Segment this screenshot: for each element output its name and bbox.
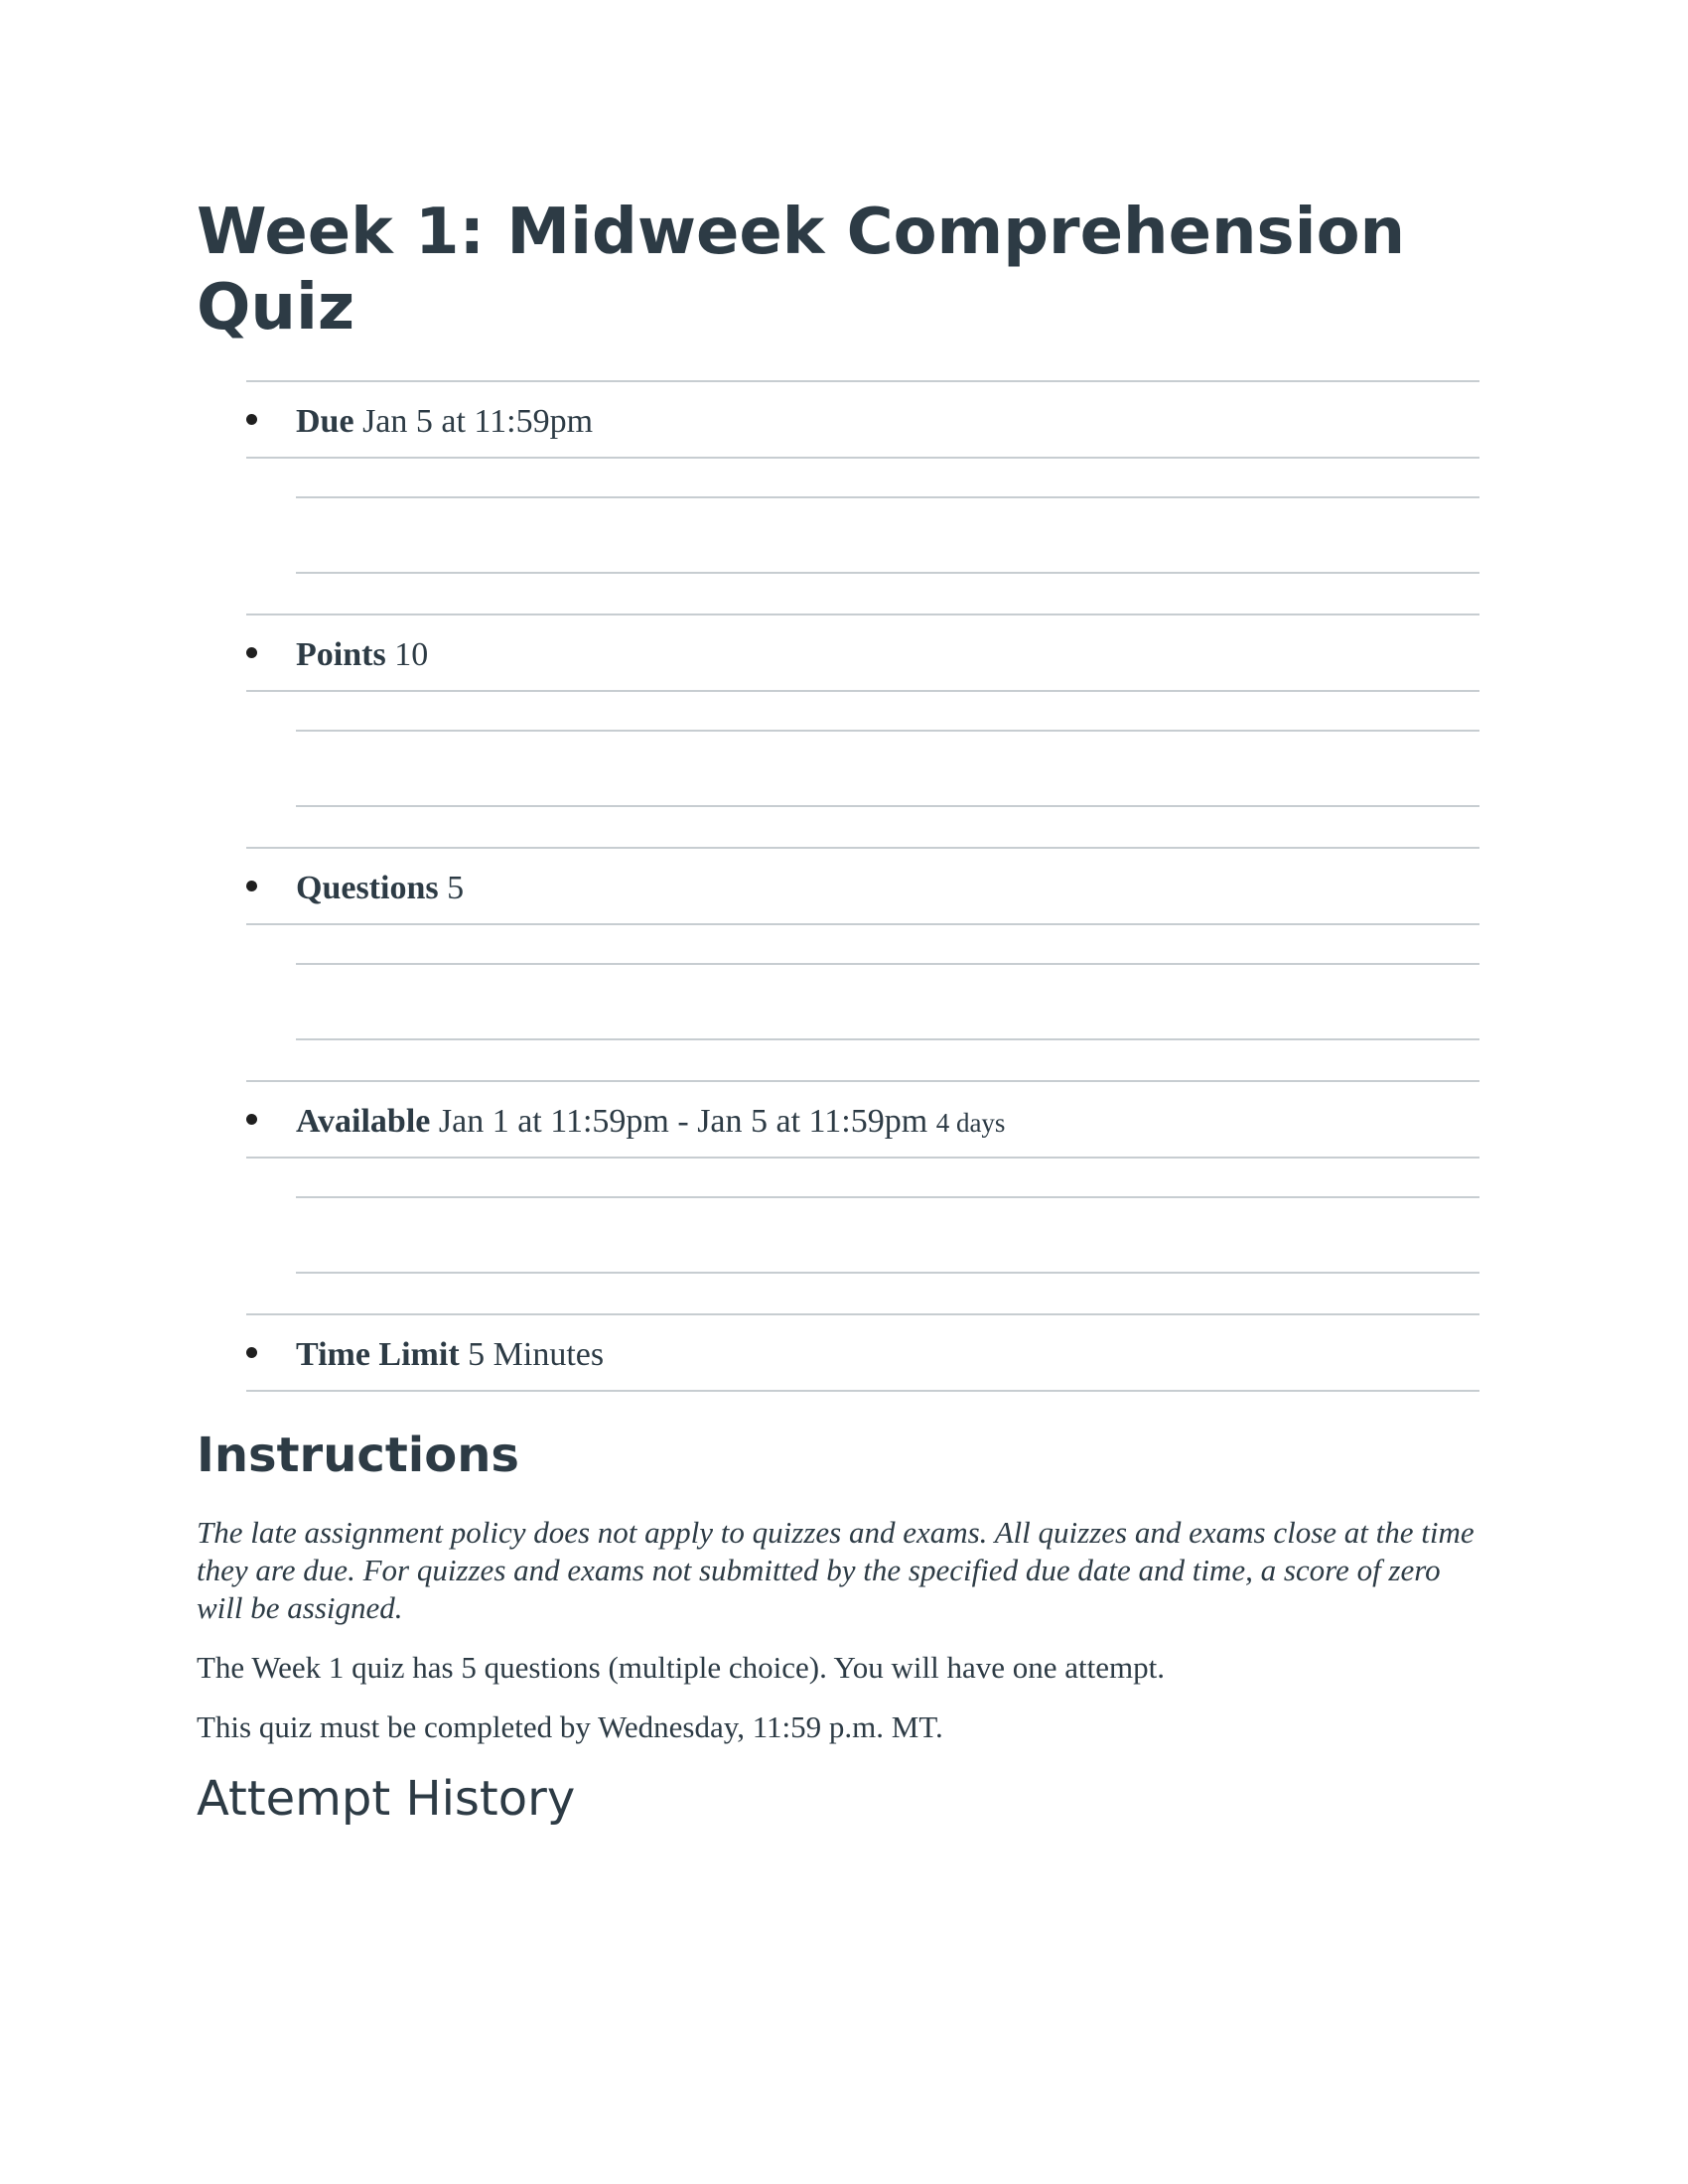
page-title: Week 1: Midweek Comprehension Quiz	[197, 196, 1406, 344]
detail-value: 10	[394, 636, 429, 673]
detail-label: Questions	[296, 870, 439, 906]
instructions-body	[197, 1514, 1487, 1768]
instructions-heading: Instructions	[197, 1428, 519, 1483]
divider	[246, 1157, 1479, 1159]
detail-row	[246, 847, 1479, 924]
divider	[296, 1038, 1479, 1040]
divider	[296, 572, 1479, 574]
detail-label: Available	[296, 1103, 431, 1140]
detail-value: 5 Minutes	[468, 1336, 605, 1373]
detail-row	[246, 380, 1479, 458]
quiz-details-list	[246, 380, 1479, 1393]
divider	[246, 457, 1479, 459]
divider	[296, 730, 1479, 732]
bullet-icon	[246, 1114, 257, 1125]
detail-label: Time Limit	[296, 1336, 460, 1373]
detail-points	[246, 614, 1479, 847]
detail-row	[246, 1080, 1479, 1158]
detail-questions	[246, 847, 1479, 1080]
detail-value: Jan 5 at 11:59pm	[362, 403, 594, 440]
detail-row	[246, 1313, 1479, 1391]
divider	[246, 690, 1479, 692]
detail-value: Jan 1 at 11:59pm - Jan 5 at 11:59pm	[438, 1103, 928, 1140]
attempt-history-heading: Attempt History	[197, 1771, 576, 1827]
divider	[296, 1196, 1479, 1198]
divider	[296, 963, 1479, 965]
divider	[296, 496, 1479, 498]
bullet-icon	[246, 647, 257, 658]
divider	[296, 805, 1479, 807]
detail-duration: 4 days	[935, 1108, 1006, 1138]
deadline-text: This quiz must be completed by Wednesday, 11:59 p.m. MT.	[197, 1709, 943, 1744]
detail-row	[246, 614, 1479, 691]
detail-value: 5	[447, 870, 465, 906]
quiz-info-text: The Week 1 quiz has 5 questions (multiple choice). You will have one attempt.	[197, 1650, 1165, 1685]
bullet-icon	[246, 414, 257, 425]
detail-time-limit	[246, 1313, 1479, 1393]
divider	[296, 1272, 1479, 1274]
divider	[246, 923, 1479, 925]
detail-due	[246, 380, 1479, 614]
detail-label: Due	[296, 403, 354, 440]
divider	[246, 1390, 1479, 1392]
late-policy-text: The late assignment policy does not apply to quizzes and exams. All quizzes and exams close at the time they are due. For quizzes and exams not submitted by the specified due date and time, a score of zero will be assigned.	[197, 1515, 1475, 1625]
bullet-icon	[246, 1347, 257, 1358]
bullet-icon	[246, 881, 257, 891]
detail-available	[246, 1080, 1479, 1313]
detail-label: Points	[296, 636, 386, 673]
